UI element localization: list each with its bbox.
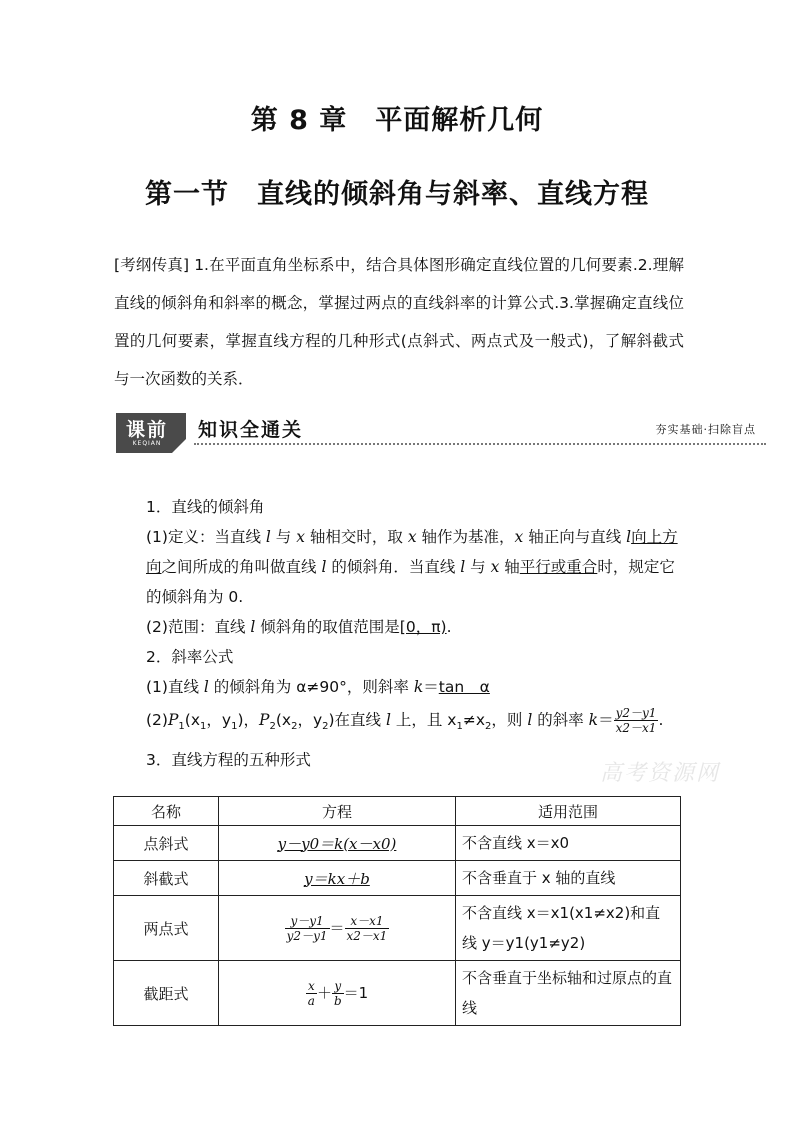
row-equation: y－y0＝k(x－x0) <box>219 826 456 861</box>
header-name: 名称 <box>114 797 219 826</box>
answer-parallel: 平行或重合 <box>519 558 598 576</box>
row-scope: 不含垂直于坐标轴和过原点的直线 <box>456 961 681 1026</box>
syllabus-outline <box>114 246 684 398</box>
table-header-row <box>114 797 681 826</box>
row-name: 两点式 <box>114 896 219 961</box>
banner-badge <box>116 413 186 453</box>
heading-slope: 2．斜率公式 <box>146 648 234 666</box>
intercept-x-fraction: $\frac{x}{a}$ <box>307 978 315 1008</box>
banner-badge-label: 课前 <box>125 419 168 441</box>
outline-text: 1.在平面直角坐标系中，结合具体图形确定直线位置的几何要素.2.理解直线的倾斜角和斜率的概念，掌握过两点的直线斜率的计算公式.3.掌握确定直线位置的几何要素，掌握直线方程的几种形式(点斜式、两点式及一般式)，了解斜截式与一次函数的关系． <box>114 256 684 388</box>
banner-divider <box>194 443 766 445</box>
banner-corner-icon <box>172 439 186 453</box>
definition-paragraph: (1)定义：当直线 l 与 x 轴相交时，取 x 轴作为基准，x 轴正向与直线 l向上方向之间所成的角叫做直线 l 的倾斜角．当直线 l 与 x 轴平行或重合时，规定它的倾斜角为 0. <box>146 528 678 606</box>
row-scope: 不含直线 x＝x1(x1≠x2)和直线 y＝y1(y1≠y2) <box>456 896 681 961</box>
range-paragraph: (2)范围：直线 l 倾斜角的取值范围是[0，π). <box>146 618 452 636</box>
row-equation: $\frac{y-y1}{y2-y1}$ ＝ $\frac{x-x1}{x2-x1}$ <box>219 896 456 961</box>
table-row <box>114 896 681 961</box>
banner-subtitle: 夯实基础·扫除盲点 <box>655 423 756 436</box>
row-equation: y＝kx＋b <box>219 861 456 896</box>
table-row <box>114 961 681 1026</box>
slope-definition: (1)直线 l 的倾斜角为 α≠90°，则斜率 k＝tan α <box>146 678 490 696</box>
heading-inclination: 1．直线的倾斜角 <box>146 498 265 516</box>
header-equation: 方程 <box>219 797 456 826</box>
line-equation-table <box>113 796 681 1026</box>
heading-line-forms: 3．直线方程的五种形式 <box>146 751 311 770</box>
outline-tag: [考纲传真] <box>114 256 190 274</box>
banner-badge-english: KEQIAN <box>132 440 162 447</box>
slope-fraction: $\frac{y2-y1}{x2-x1}$ <box>615 706 657 735</box>
row-name: 截距式 <box>114 961 219 1026</box>
section-banner <box>116 413 766 453</box>
row-equation: $\frac{x}{a}$ ＋ $\frac{y}{b}$ ＝1 <box>219 961 456 1026</box>
row-name: 斜截式 <box>114 861 219 896</box>
banner-title: 知识全通关 <box>198 419 304 441</box>
row-name: 点斜式 <box>114 826 219 861</box>
section-title: 第一节 直线的倾斜角与斜率、直线方程 <box>145 179 649 210</box>
chapter-title: 第 8 章 平面解析几何 <box>250 105 544 136</box>
slope-two-points: $(2)P_1(x_1$，$y_1$)，$P_2(x_2$，$y_2$)在直线 l 上，且 $x_1\ne x_2$，则 l 的斜率 k＝ $\frac{y2-y1}{x2-x1}$ . <box>146 706 664 735</box>
intercept-y-fraction: $\frac{y}{b}$ <box>333 978 342 1008</box>
row-scope: 不含直线 x＝x0 <box>456 826 681 861</box>
knowledge-content <box>114 492 686 775</box>
answer-range: [0，π) <box>399 618 447 636</box>
table-row <box>114 861 681 896</box>
row-scope: 不含垂直于 x 轴的直线 <box>456 861 681 896</box>
watermark: 高考资源网 <box>600 761 721 786</box>
two-point-right-fraction: $\frac{x-x1}{x2-x1}$ <box>346 913 388 943</box>
header-scope: 适用范围 <box>456 797 681 826</box>
table-row <box>114 826 681 861</box>
answer-upward-direction: 向上方向 <box>146 528 678 576</box>
two-point-left-fraction: $\frac{y-y1}{y2-y1}$ <box>286 913 328 943</box>
answer-tan: tan α <box>438 678 490 696</box>
